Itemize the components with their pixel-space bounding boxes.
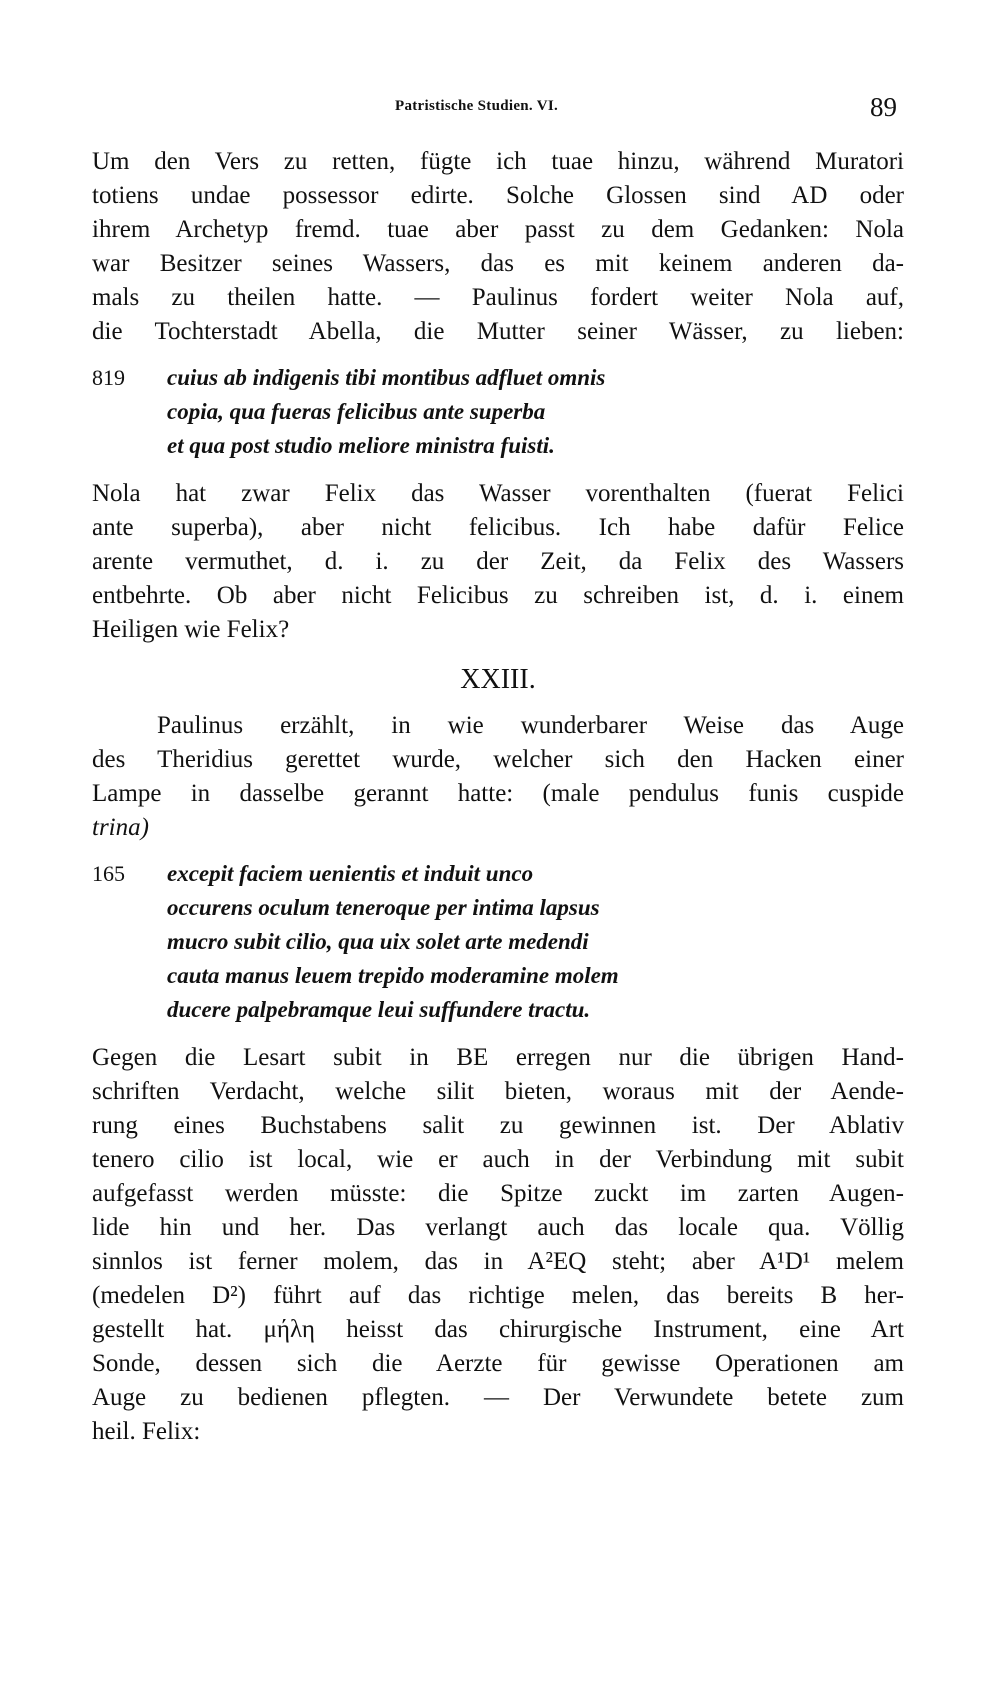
text-line: Paulinus erzählt, in wie wunderbarer Weise das Auge bbox=[157, 712, 904, 739]
verse-line bbox=[92, 857, 904, 891]
text-line: heil. Felix: bbox=[92, 1418, 201, 1445]
text-line: Auge zu bedienen pflegten. — Der Verwundete betete zum bbox=[92, 1384, 904, 1411]
text-line: Gegen die Lesart subit in BE erregen nur die übrigen Hand- bbox=[92, 1044, 904, 1071]
text-line: die Tochterstadt Abella, die Mutter seiner Wässer, zu lieben: bbox=[92, 318, 904, 345]
text-line: totiens undae possessor edirte. Solche Glossen sind AD oder bbox=[92, 182, 904, 209]
running-title: Patristische Studien. VI. bbox=[395, 98, 559, 114]
verse-text: copia, qua fueras felicibus ante superba bbox=[167, 399, 546, 424]
text-line: ihrem Archetyp fremd. tuae aber passt zu dem Gedanken: Nola bbox=[92, 216, 904, 243]
text-line: gestellt hat. μήλη heisst das chirurgische Instrument, eine Art bbox=[92, 1316, 904, 1343]
page-number: 89 bbox=[870, 92, 897, 122]
verse-line bbox=[92, 429, 904, 463]
text-line: tenero cilio ist local, wie er auch in der Verbindung mit subit bbox=[92, 1146, 904, 1173]
verse-quotation-2 bbox=[92, 857, 904, 1027]
text-line: lide hin und her. Das verlangt auch das locale qua. Völlig bbox=[92, 1214, 904, 1241]
section-heading: XXIII. bbox=[460, 664, 536, 695]
text-line: entbehrte. Ob aber nicht Felicibus zu schreiben ist, d. i. einem bbox=[92, 582, 904, 609]
text-line: Nola hat zwar Felix das Wasser vorenthalten (fuerat Felici bbox=[92, 480, 904, 507]
verse-text: occurens oculum teneroque per intima lapsus bbox=[167, 895, 600, 920]
text-line: mals zu theilen hatte. — Paulinus fordert weiter Nola auf, bbox=[92, 284, 904, 311]
verse-text: cuius ab indigenis tibi montibus adfluet omnis bbox=[167, 365, 606, 390]
paragraph-3 bbox=[92, 709, 904, 845]
text-line: Lampe in dasselbe gerannt hatte: (male pendulus funis cuspide bbox=[92, 780, 904, 807]
text-line: sinnlos ist ferner molem, das in A²EQ steht; aber A¹D¹ melem bbox=[92, 1248, 904, 1275]
text-line: rung eines Buchstabens salit zu gewinnen ist. Der Ablativ bbox=[92, 1112, 904, 1139]
text-line: Um den Vers zu retten, fügte ich tuae hinzu, während Muratori bbox=[92, 148, 904, 175]
text-line: trina) bbox=[92, 814, 149, 841]
text-line: (medelen D²) führt auf das richtige melen, das bereits B her- bbox=[92, 1282, 904, 1309]
text-line: Heiligen wie Felix? bbox=[92, 616, 290, 643]
verse-line bbox=[92, 891, 904, 925]
text-line: schriften Verdacht, welche silit bieten, woraus mit der Aende- bbox=[92, 1078, 904, 1105]
verse-line bbox=[92, 361, 904, 395]
paragraph-4 bbox=[92, 1041, 904, 1449]
text-line: ante superba), aber nicht felicibus. Ich habe dafür Felice bbox=[92, 514, 904, 541]
text-line: Sonde, dessen sich die Aerzte für gewisse Operationen am bbox=[92, 1350, 904, 1377]
verse-text: cauta manus leuem trepido moderamine molem bbox=[167, 963, 619, 988]
verse-number: 819 bbox=[92, 365, 125, 390]
page-body bbox=[92, 145, 904, 1449]
verse-line bbox=[92, 925, 904, 959]
text-line: des Theridius gerettet wurde, welcher sich den Hacken einer bbox=[92, 746, 904, 773]
verse-text: excepit faciem uenientis et induit unco bbox=[167, 861, 534, 886]
paragraph-2 bbox=[92, 477, 904, 647]
text-line: arente vermuthet, d. i. zu der Zeit, da Felix des Wassers bbox=[92, 548, 904, 575]
text-line: aufgefasst werden müsste: die Spitze zuckt im zarten Augen- bbox=[92, 1180, 904, 1207]
verse-text: mucro subit cilio, qua uix solet arte medendi bbox=[167, 929, 589, 954]
text-line: war Besitzer seines Wassers, das es mit keinem anderen da- bbox=[92, 250, 904, 277]
paragraph-1 bbox=[92, 145, 904, 349]
verse-text: ducere palpebramque leui suffundere tractu. bbox=[167, 997, 591, 1022]
verse-line bbox=[92, 959, 904, 993]
verse-line bbox=[92, 395, 904, 429]
verse-quotation-1 bbox=[92, 361, 904, 463]
verse-number: 165 bbox=[92, 861, 125, 886]
verse-line bbox=[92, 993, 904, 1027]
page-header bbox=[0, 92, 1000, 132]
verse-text: et qua post studio meliore ministra fuisti. bbox=[167, 433, 555, 458]
